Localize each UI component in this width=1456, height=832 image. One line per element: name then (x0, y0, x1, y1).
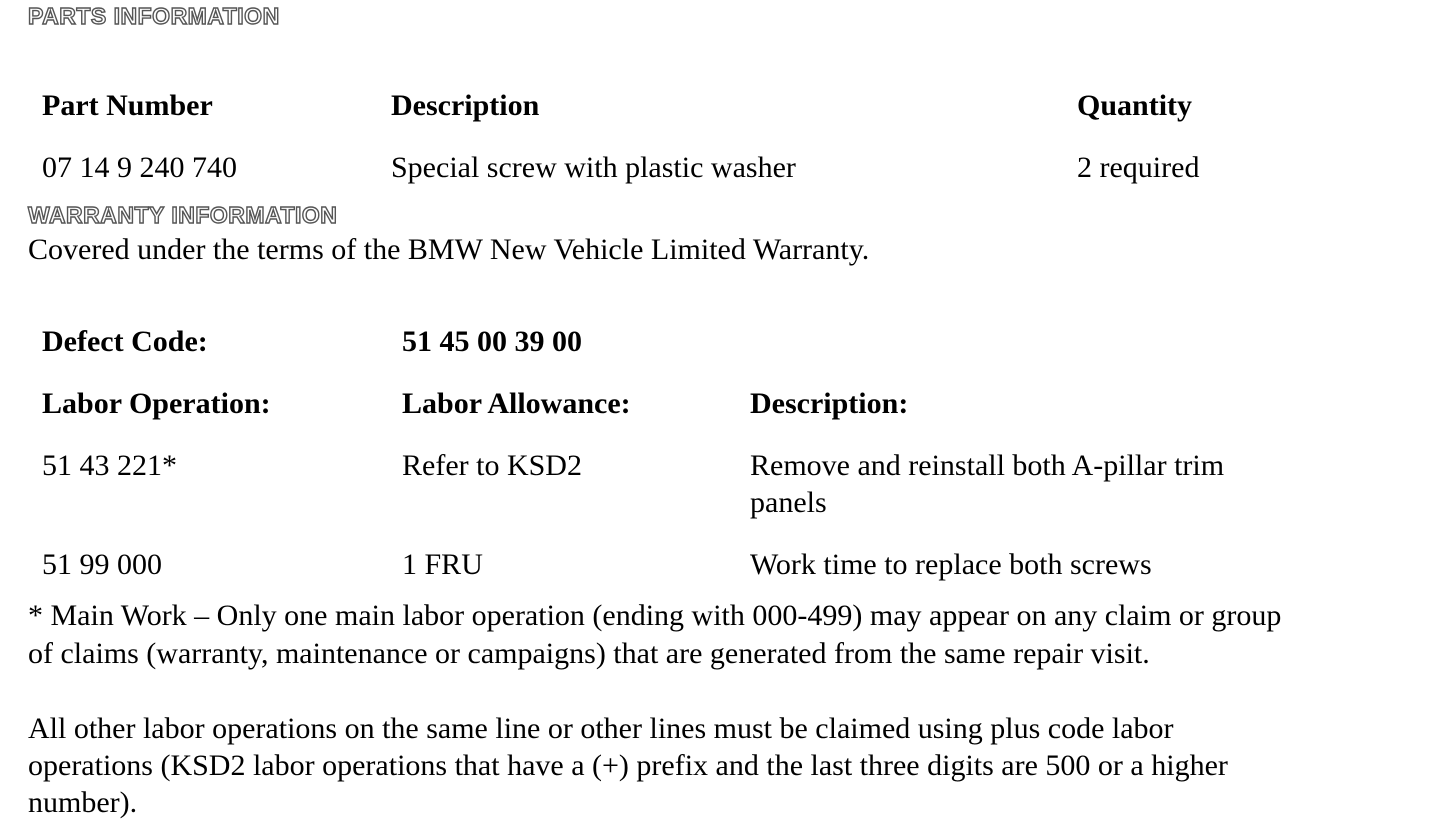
main-work-note-line1: * Main Work – Only one main labor operation (ending with 000-499) may appear on any claim or group (28, 599, 1282, 632)
parts-header-description: Description (391, 89, 540, 122)
main-work-note-line2: of claims (warranty, maintenance or campaigns) that are generated from the same repair visit. (28, 637, 1150, 670)
warranty-coverage-text: Covered under the terms of the BMW New Vehicle Limited Warranty. (28, 233, 870, 266)
labor-header-description: Description: (750, 387, 909, 420)
plus-code-note-line2: operations (KSD2 labor operations that have a (+) prefix and the last three digits are 500 or a higher (28, 749, 1228, 782)
parts-header-quantity: Quantity (1077, 89, 1193, 122)
labor-operation-cell: 51 43 221* (42, 449, 177, 482)
labor-description-cell-line1: Remove and reinstall both A-pillar trim (750, 449, 1225, 482)
part-quantity-cell: 2 required (1077, 151, 1200, 184)
parts-information-heading: PARTS INFORMATION (28, 3, 280, 29)
part-number-cell: 07 14 9 240 740 (42, 151, 237, 184)
labor-allowance-cell: Refer to KSD2 (402, 449, 582, 482)
labor-allowance-cell: 1 FRU (402, 548, 483, 581)
labor-description-cell-line1: Work time to replace both screws (750, 548, 1152, 581)
labor-header-operation: Labor Operation: (42, 387, 271, 420)
labor-description-cell-line2: panels (750, 486, 827, 519)
labor-header-allowance: Labor Allowance: (402, 387, 631, 420)
labor-operation-cell: 51 99 000 (42, 548, 162, 581)
defect-code-value: 51 45 00 39 00 (402, 325, 582, 358)
plus-code-note-line3: number). (28, 786, 138, 819)
defect-code-label: Defect Code: (42, 325, 208, 358)
part-description-cell: Special screw with plastic washer (391, 151, 796, 184)
plus-code-note-line1: All other labor operations on the same line or other lines must be claimed using plus code labor (28, 712, 1174, 745)
parts-header-part-number: Part Number (42, 89, 213, 122)
warranty-information-heading: WARRANTY INFORMATION (28, 202, 338, 228)
